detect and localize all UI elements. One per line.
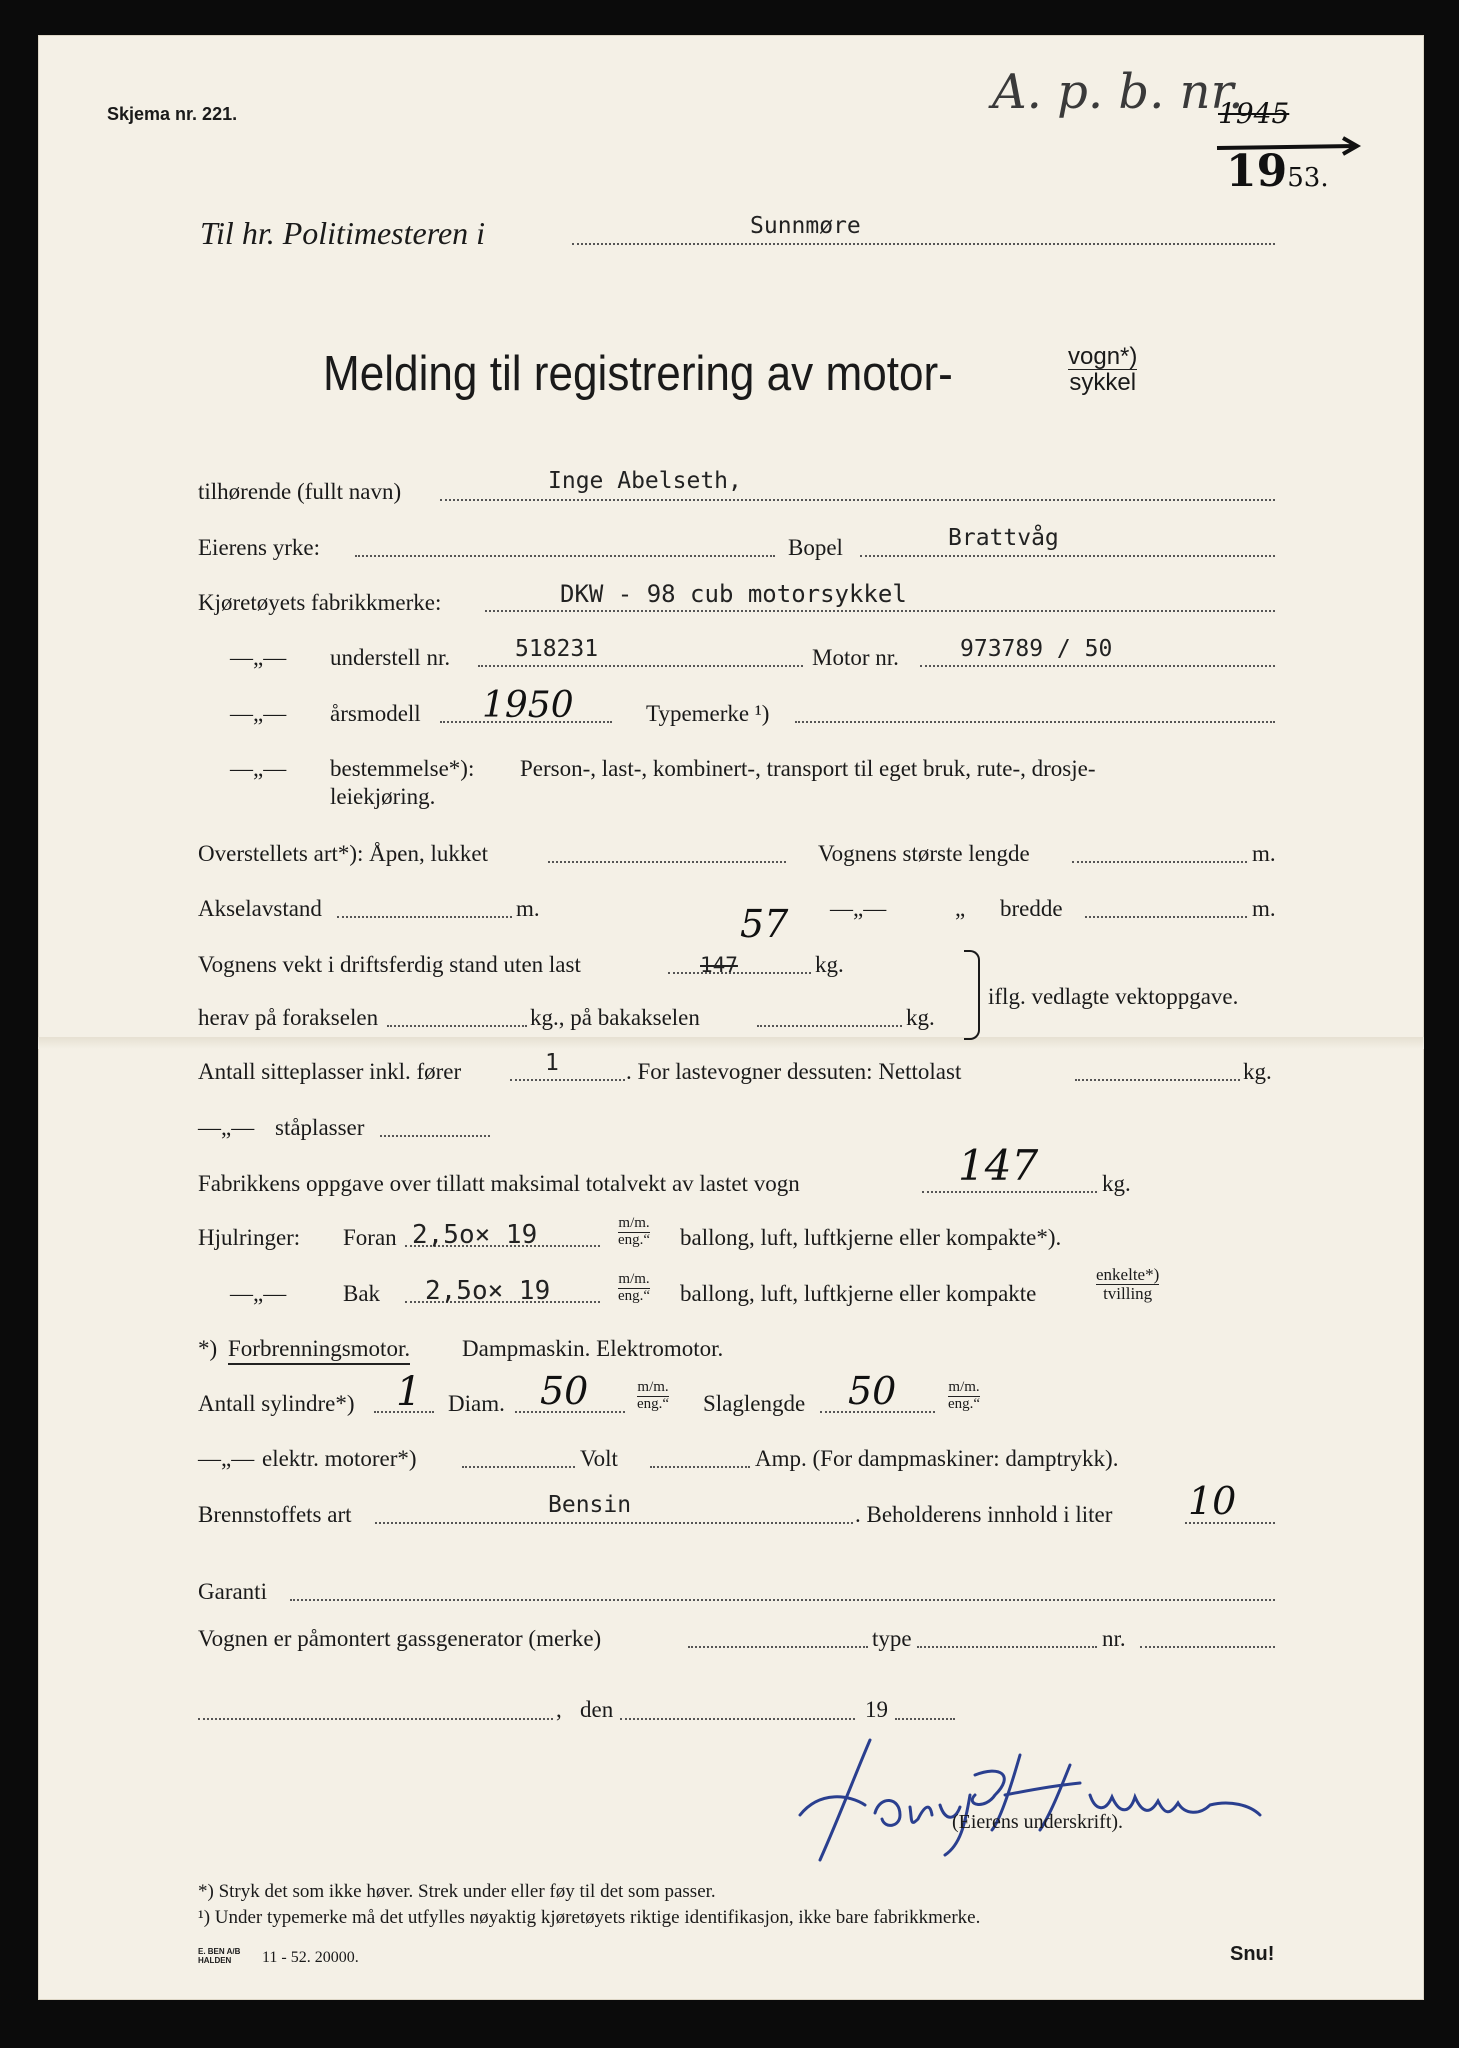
front-units xyxy=(618,1216,650,1249)
residence-label: Bopel xyxy=(788,535,843,560)
dash-purpose: —„— xyxy=(230,756,287,781)
volt-line xyxy=(650,1466,750,1468)
standing-label: ståplasser xyxy=(275,1115,365,1140)
stamp-struck-number: 1945 xyxy=(1218,97,1290,130)
make-value: DKW - 98 cub motorsykkel xyxy=(560,580,907,608)
seats-value: 1 xyxy=(545,1050,559,1076)
dash-standing: —„— xyxy=(198,1115,255,1140)
year-value: 1950 xyxy=(482,685,574,726)
cyl-label: Antall sylindre*) xyxy=(198,1391,355,1416)
front-value: 2,5o× 19 xyxy=(412,1220,538,1250)
type-line xyxy=(795,721,1275,723)
tires-label: Hjulringer: xyxy=(198,1225,301,1250)
fuel-line xyxy=(375,1522,853,1524)
diam-label: Diam. xyxy=(448,1391,505,1416)
max-weight-unit: kg. xyxy=(1102,1171,1131,1196)
amp-label: Amp. (For dampmaskiner: damptrykk). xyxy=(755,1446,1119,1471)
seats-label: Antall sitteplasser inkl. fører xyxy=(198,1059,462,1084)
length-label: Vognens største lengde xyxy=(818,841,1030,866)
gas-type-line xyxy=(917,1646,1097,1648)
dash-elec: —„— xyxy=(198,1446,255,1471)
occupation-line xyxy=(355,555,775,557)
diam-mm: m/m. xyxy=(637,1379,669,1395)
body-line xyxy=(548,861,786,863)
width-quote: „ xyxy=(955,896,966,921)
single-label: enkelte*) xyxy=(1096,1265,1160,1284)
rear-value: 2,5o× 19 xyxy=(425,1276,551,1306)
weight-note: iflg. vedlagte vektoppgave. xyxy=(988,984,1239,1009)
addressee-value: Sunnmøre xyxy=(750,213,861,239)
elec-line xyxy=(462,1466,575,1468)
print-info: 11 - 52. 20000. xyxy=(262,1949,359,1966)
dash-rear: —„— xyxy=(230,1281,287,1306)
residence-line xyxy=(860,555,1275,557)
purpose-text-2: leiekjøring. xyxy=(330,784,436,809)
date-year-line xyxy=(895,1718,955,1720)
width-label: bredde xyxy=(1000,896,1063,921)
stamp-line: A. p. b. nr. xyxy=(992,64,1244,120)
cyl-value: 1 xyxy=(396,1369,422,1415)
engine-other: Dampmaskin. Elektromotor. xyxy=(462,1336,724,1361)
axle-front-line xyxy=(387,1025,527,1027)
weight-value: 57 xyxy=(740,902,789,946)
motor-line xyxy=(920,665,1275,667)
make-line xyxy=(485,610,1275,612)
gas-nr-line xyxy=(1140,1646,1275,1648)
owner-label: tilhørende (fullt navn) xyxy=(198,479,402,504)
gas-type-label: type xyxy=(872,1626,912,1651)
diam-units xyxy=(637,1380,669,1413)
engine-star: *) xyxy=(198,1336,218,1361)
stroke-label: Slaglengde xyxy=(703,1391,806,1416)
rear-label: Bak xyxy=(343,1281,381,1306)
occupation-label: Eierens yrke: xyxy=(198,535,320,560)
make-label: Kjøretøyets fabrikkmerke: xyxy=(198,590,442,615)
stroke-value: 50 xyxy=(848,1369,897,1413)
width-unit: m. xyxy=(1252,896,1276,921)
addressee-line xyxy=(572,243,1275,245)
width-line xyxy=(1085,916,1247,918)
front-tire-type: ballong, luft, luftkjerne eller kompakte*). xyxy=(680,1225,1062,1250)
max-weight-line xyxy=(922,1191,1097,1193)
volt-label: Volt xyxy=(580,1446,618,1471)
title-bottom: sykkel xyxy=(1069,369,1137,397)
footnote-2: ¹) Under typemerke må det utfylles nøyaktig kjøretøyets riktige identifikasjon, ikke bare fabrikkmerke. xyxy=(198,1907,981,1928)
front-eng: eng.“ xyxy=(618,1231,651,1248)
standing-line xyxy=(380,1135,490,1137)
signature-caption: (Eierens underskrift). xyxy=(952,1811,1124,1833)
front-mm: m/m. xyxy=(618,1215,650,1231)
engine-combustion: Forbrenningsmotor. xyxy=(228,1337,410,1365)
stroke-eng: eng.“ xyxy=(948,1395,981,1412)
paper-fold xyxy=(38,1037,1424,1049)
rear-single-twin xyxy=(1096,1266,1159,1303)
date-line xyxy=(620,1718,855,1720)
max-weight-label: Fabrikkens oppgave over tillatt maksimal totalvekt av lastet vogn xyxy=(198,1171,800,1196)
purpose-label: bestemmelse*): xyxy=(330,756,475,781)
weight-brace xyxy=(964,950,980,1040)
fuel-value: Bensin xyxy=(548,1492,632,1518)
tank-label: . Beholderens innhold i liter xyxy=(855,1502,1113,1527)
motor-value: 973789 / 50 xyxy=(960,636,1113,662)
stamp-year-prefix: 19 xyxy=(1226,146,1288,197)
purpose-text-1: Person-, last-, kombinert-, transport til eget bruk, rute-, drosje- xyxy=(520,756,1096,781)
place-comma: , xyxy=(556,1697,562,1722)
max-weight-value: 147 xyxy=(958,1141,1039,1190)
wheelbase-line xyxy=(337,916,512,918)
stamp-year xyxy=(1226,146,1329,197)
twin-label: tvilling xyxy=(1103,1283,1153,1303)
stroke-units xyxy=(948,1380,980,1413)
wheelbase-label: Akselavstand xyxy=(198,896,322,921)
addressee-label: Til hr. Politimesteren i xyxy=(200,215,486,251)
elec-label: elektr. motorer*) xyxy=(262,1446,417,1471)
residence-value: Brattvåg xyxy=(948,525,1059,551)
rear-units xyxy=(618,1272,650,1305)
axle-front-label: herav på forakselen xyxy=(198,1005,379,1030)
cargo-line xyxy=(1075,1079,1240,1081)
date-year-prefix: 19 xyxy=(865,1697,888,1722)
print-tag-top: E. BEN A/B xyxy=(198,1947,241,1956)
title-fraction xyxy=(1068,344,1137,395)
rear-mm: m/m. xyxy=(618,1271,650,1287)
form-number: Skjema nr. 221. xyxy=(107,104,238,124)
front-label: Foran xyxy=(343,1225,397,1250)
cargo-unit: kg. xyxy=(1243,1059,1272,1084)
owner-signature xyxy=(760,1735,1320,1865)
form-title: Melding til registrering av motor- xyxy=(323,347,953,401)
gas-nr-label: nr. xyxy=(1102,1626,1126,1651)
length-unit: m. xyxy=(1252,841,1276,866)
print-tag xyxy=(198,1948,240,1966)
tank-value: 10 xyxy=(1188,1479,1237,1523)
chassis-line xyxy=(478,665,803,667)
year-label: årsmodell xyxy=(330,701,421,726)
diam-value: 50 xyxy=(540,1369,589,1413)
fuel-label: Brennstoffets art xyxy=(198,1502,352,1527)
axle-back-label: kg., på bakakselen xyxy=(530,1005,700,1030)
owner-line xyxy=(440,499,1275,501)
axle-back-unit: kg. xyxy=(906,1005,935,1030)
rear-tire-type: ballong, luft, luftkjerne eller kompakte xyxy=(680,1281,1037,1306)
guarantee-line xyxy=(290,1599,1275,1601)
wheelbase-unit: m. xyxy=(516,896,540,921)
rear-eng: eng.“ xyxy=(618,1287,651,1304)
place-line xyxy=(198,1718,553,1720)
motor-label: Motor nr. xyxy=(812,645,899,670)
chassis-value: 518231 xyxy=(515,636,599,662)
weight-label: Vognens vekt i driftsferdig stand uten last xyxy=(198,952,581,977)
weight-line xyxy=(668,972,811,974)
dash-year: —„— xyxy=(230,701,287,726)
dash-width: —„— xyxy=(830,896,887,921)
title-top: vogn*) xyxy=(1068,343,1138,370)
gas-line xyxy=(688,1646,868,1648)
dash-chassis: —„— xyxy=(230,645,287,670)
turn-over: Snu! xyxy=(1230,1943,1275,1965)
axle-back-line xyxy=(757,1025,902,1027)
print-tag-bottom: HALDEN xyxy=(198,1955,232,1965)
diam-eng: eng.“ xyxy=(637,1395,670,1412)
footnote-1: *) Stryk det som ikke høver. Strek under eller føy til det som passer. xyxy=(198,1881,716,1902)
type-label: Typemerke ¹) xyxy=(646,701,770,726)
length-line xyxy=(1072,861,1247,863)
guarantee-label: Garanti xyxy=(198,1579,267,1604)
weight-unit: kg. xyxy=(815,952,844,977)
gas-label: Vognen er påmontert gassgenerator (merke) xyxy=(198,1626,602,1651)
weight-struck: 147 xyxy=(700,953,738,977)
stroke-mm: m/m. xyxy=(948,1379,980,1395)
owner-value: Inge Abelseth, xyxy=(548,468,742,494)
chassis-label: understell nr. xyxy=(330,645,451,670)
body-label: Overstellets art*): Åpen, lukket xyxy=(198,841,488,866)
cargo-label: . For lastevogner dessuten: Nettolast xyxy=(626,1059,962,1084)
seats-line xyxy=(510,1079,625,1081)
stamp-year-suffix: 53. xyxy=(1287,163,1329,193)
date-label: den xyxy=(580,1697,614,1722)
